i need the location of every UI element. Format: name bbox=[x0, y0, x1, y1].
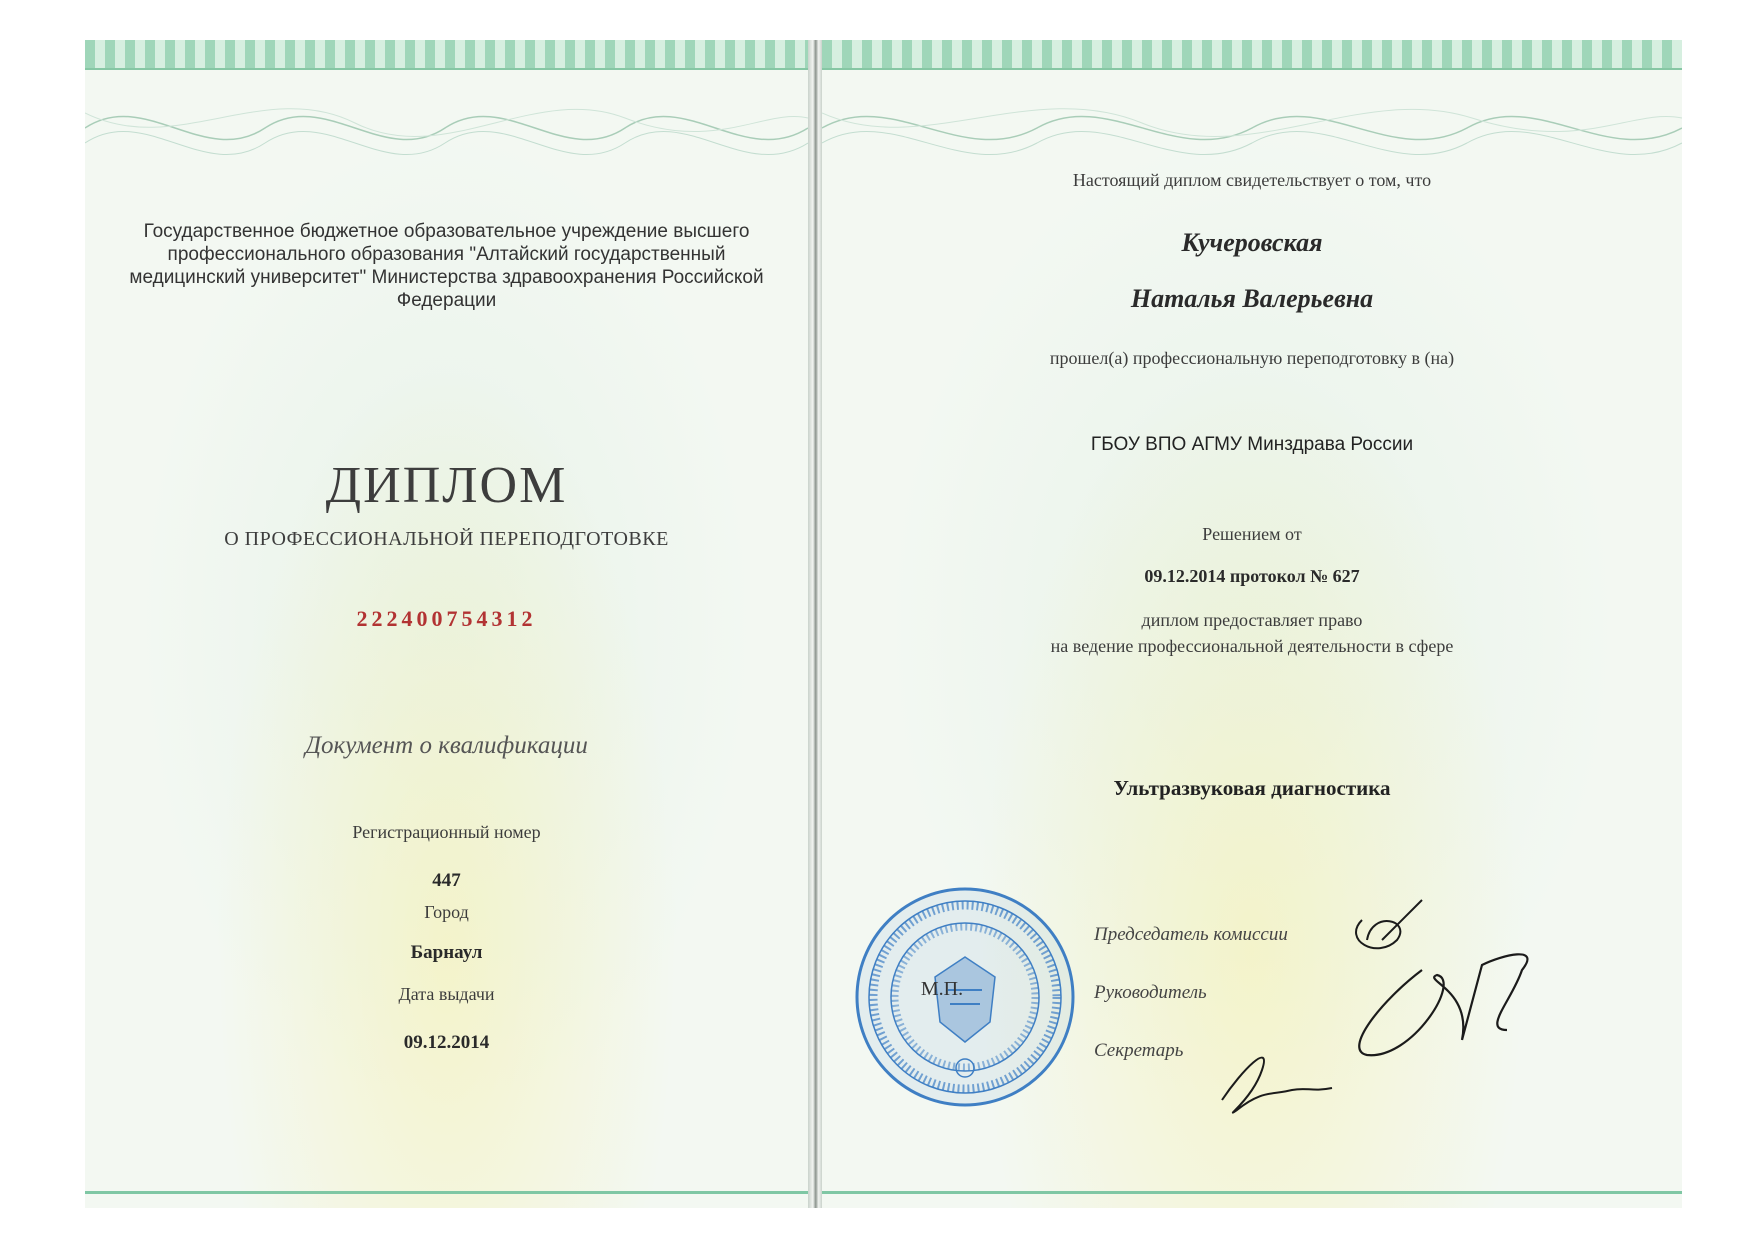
chairman-label: Председатель комиссии bbox=[1094, 924, 1288, 945]
city-label: Город bbox=[424, 902, 469, 922]
decision-label: Решением от bbox=[1202, 524, 1302, 544]
bottom-border bbox=[822, 1191, 1682, 1194]
city: Барнаул bbox=[410, 942, 483, 963]
secretary-label: Секретарь bbox=[1094, 1040, 1184, 1061]
completed-text: прошел(а) профессиональную переподготовку в (на) bbox=[1049, 348, 1455, 368]
rights-line-1: диплом предоставляет право bbox=[1141, 610, 1363, 630]
guilloche-wave-ornament bbox=[85, 68, 808, 208]
registration-number: 447 bbox=[432, 870, 461, 891]
serial-number: 222400754312 bbox=[356, 606, 537, 631]
diploma-right-page bbox=[822, 40, 1682, 1208]
institution-name: Государственное бюджетное образовательное учреждение высшего профессионального образования "Алтайский государственный медицинский университет" Министерства здравоохранения Российской Федерации bbox=[129, 221, 764, 311]
guilloche-top-border bbox=[822, 40, 1682, 70]
rights-line-2: на ведение профессиональной деятельности в сфере bbox=[1050, 636, 1454, 656]
issue-date-label: Дата выдачи bbox=[398, 984, 495, 1004]
book-spine bbox=[808, 40, 822, 1208]
surname: Кучеровская bbox=[1181, 228, 1323, 257]
specialty: Ультразвуковая диагностика bbox=[1113, 776, 1391, 800]
intro-text: Настоящий диплом свидетельствует о том, что bbox=[1072, 170, 1432, 190]
diploma-left-page bbox=[85, 40, 808, 1208]
issue-date: 09.12.2014 bbox=[403, 1032, 490, 1053]
document-type: Документ о квалификации bbox=[305, 732, 588, 759]
diploma-title: ДИПЛОМ bbox=[325, 457, 568, 514]
head-label: Руководитель bbox=[1094, 982, 1207, 1003]
bottom-border bbox=[85, 1191, 808, 1194]
organization: ГБОУ ВПО АГМУ Минздрава России bbox=[1090, 434, 1414, 455]
decision-protocol: 09.12.2014 протокол № 627 bbox=[1144, 566, 1360, 586]
diploma-subtitle: О ПРОФЕССИОНАЛЬНОЙ ПЕРЕПОДГОТОВКЕ bbox=[224, 528, 669, 550]
seal-mark-label: М.П. bbox=[920, 978, 964, 1000]
registration-label: Регистрационный номер bbox=[352, 822, 541, 842]
given-names: Наталья Валерьевна bbox=[1130, 284, 1374, 313]
guilloche-top-border bbox=[85, 40, 808, 70]
